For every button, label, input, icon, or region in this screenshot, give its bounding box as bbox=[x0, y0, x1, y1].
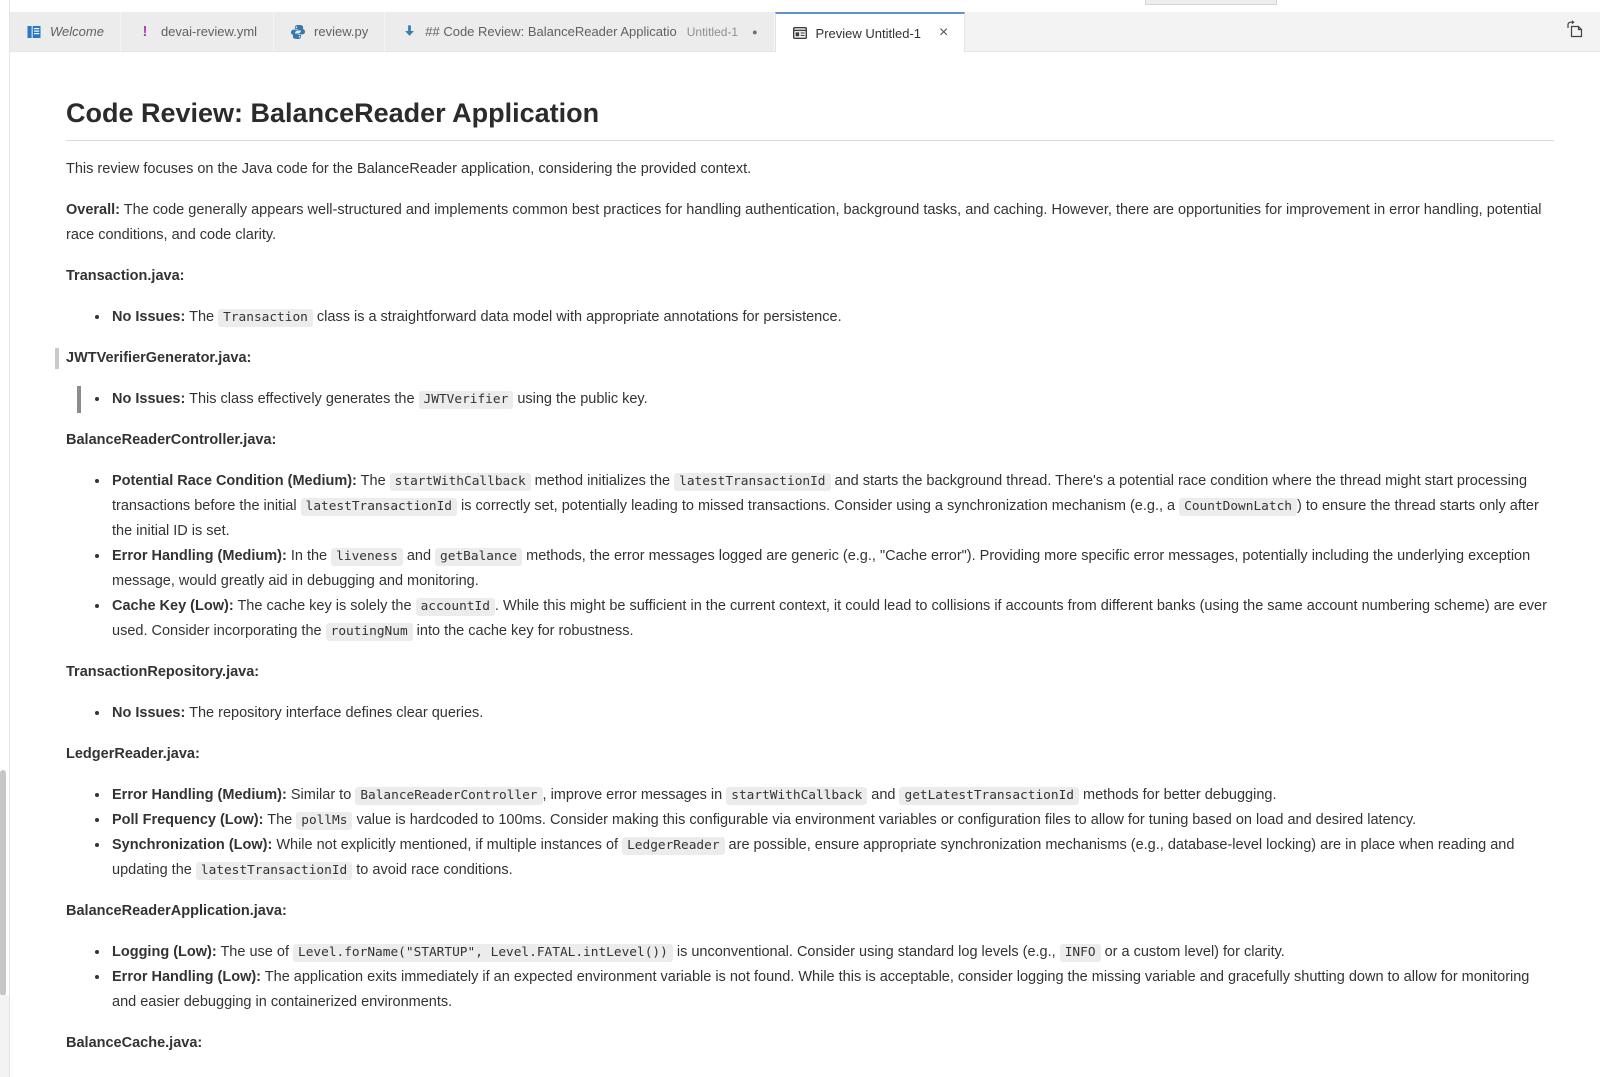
markdown-icon bbox=[401, 24, 417, 40]
close-icon[interactable]: × bbox=[939, 24, 949, 41]
tab-description: Untitled-1 bbox=[686, 24, 739, 39]
adjacent-editor-edge bbox=[0, 0, 10, 1077]
issue-label: Cache Key (Low): bbox=[112, 598, 234, 614]
tab-label: review.py bbox=[314, 24, 369, 39]
intro-text: This review focuses on the Java code for the BalanceReader application, considering the provided context. bbox=[66, 161, 752, 177]
section-heading: TransactionRepository.java: bbox=[66, 664, 260, 680]
section-heading: BalanceCache.java: bbox=[66, 1035, 203, 1051]
inline-code: getBalance bbox=[435, 548, 522, 566]
inline-code: latestTransactionId bbox=[301, 498, 457, 516]
tab-bar bbox=[10, 12, 1600, 52]
issue-label: No Issues: bbox=[112, 391, 186, 407]
page-title: Code Review: BalanceReader Application bbox=[66, 96, 1554, 141]
tab-code-review-balancereader-applicatio[interactable] bbox=[385, 12, 774, 51]
issue-text: . While this might be sufficient in the current context, it could lead to collisions if accounts from different banks (using the same account numbering scheme) are ever used. Consider incorporating the bbox=[112, 598, 1547, 639]
inline-code: Transaction bbox=[218, 309, 313, 327]
issue-text: into the cache key for robustness. bbox=[412, 623, 634, 639]
issue-item bbox=[110, 701, 1554, 726]
inline-code: Level.forName("STARTUP", Level.FATAL.intLevel()) bbox=[293, 944, 673, 962]
issue-item bbox=[110, 783, 1554, 808]
editor-group bbox=[10, 0, 1600, 1077]
scrollbar-thumb[interactable] bbox=[0, 770, 6, 996]
quick-input-remnant bbox=[1145, 0, 1277, 5]
issue-list bbox=[66, 701, 1554, 726]
issue-text: The bbox=[356, 473, 390, 489]
issue-item bbox=[110, 544, 1554, 594]
issue-text: The cache key is solely the bbox=[233, 598, 416, 614]
issue-text: and starts the background thread. There's a potential race condition where the thread might start processing transactions before the initial bbox=[112, 473, 1528, 514]
inline-code: startWithCallback bbox=[726, 787, 867, 805]
issue-text: While not explicitly mentioned, if multiple instances of bbox=[272, 837, 623, 853]
issue-item bbox=[110, 940, 1554, 965]
yaml-icon: ! bbox=[142, 22, 148, 40]
inline-code: JWTVerifier bbox=[419, 391, 514, 409]
issue-text: is unconventional. Consider using standard log levels (e.g., bbox=[672, 944, 1060, 960]
tab-devai-review-yml[interactable] bbox=[121, 12, 274, 51]
inline-code: INFO bbox=[1060, 944, 1101, 962]
tab-review-py[interactable] bbox=[274, 12, 385, 51]
issue-text: to avoid race conditions. bbox=[352, 862, 513, 878]
inline-code: startWithCallback bbox=[390, 473, 531, 491]
tab-label: Welcome bbox=[50, 24, 104, 39]
tab-label: Preview Untitled-1 bbox=[815, 25, 922, 41]
issue-label: Potential Race Condition (Medium): bbox=[112, 473, 357, 489]
inline-code: getLatestTransactionId bbox=[899, 787, 1079, 805]
issue-label: No Issues: bbox=[112, 309, 186, 325]
split-editor-button[interactable] bbox=[1564, 22, 1584, 42]
inline-code: routingNum bbox=[326, 623, 413, 641]
section-heading: JWTVerifierGenerator.java: bbox=[66, 346, 1554, 371]
issue-text: is correctly set, potentially leading to missed transactions. Consider using a synchronization mechanism (e.g., a bbox=[457, 498, 1180, 514]
intro-paragraph bbox=[66, 157, 1554, 182]
overall-label: Overall: bbox=[66, 202, 120, 218]
issue-label: Poll Frequency (Low): bbox=[112, 812, 264, 828]
issue-label: Error Handling (Medium): bbox=[112, 787, 287, 803]
section-heading: BalanceReaderController.java: bbox=[66, 432, 277, 448]
issue-item bbox=[110, 808, 1554, 833]
book-icon bbox=[26, 24, 42, 40]
issue-text: class is a straightforward data model with appropriate annotations for persistence. bbox=[312, 309, 842, 325]
issue-text: Similar to bbox=[286, 787, 356, 803]
issue-label: No Issues: bbox=[112, 705, 186, 721]
issue-item bbox=[110, 469, 1554, 544]
inline-code: CountDownLatch bbox=[1179, 498, 1297, 516]
tab-label: devai-review.yml bbox=[160, 24, 258, 39]
issue-item bbox=[110, 833, 1554, 883]
preview-icon bbox=[792, 25, 808, 41]
issue-list bbox=[66, 387, 1554, 412]
issue-text: , improve error messages in bbox=[542, 787, 727, 803]
issue-text: methods, the error messages logged are generic (e.g., "Cache error"). Providing more specific error messages, potentially including the underlying exception message, would greatly aid in debugging and monitoring. bbox=[112, 548, 1531, 589]
review-sections bbox=[66, 264, 1554, 1056]
issue-text: value is hardcoded to 100ms. Consider making this configurable via environment variables or configuration files to allow for tuning based on load and desired latency. bbox=[352, 812, 1417, 828]
inline-code: BalanceReaderController bbox=[355, 787, 542, 805]
issue-item bbox=[110, 387, 1554, 412]
split-editor-icon bbox=[1565, 20, 1584, 44]
python-icon bbox=[290, 24, 306, 40]
unsaved-dot-icon[interactable]: ● bbox=[752, 26, 758, 37]
overall-paragraph bbox=[66, 198, 1554, 248]
tabbar-top-strip bbox=[10, 0, 1600, 12]
issue-text: The bbox=[185, 309, 219, 325]
issue-text: The application exits immediately if an expected environment variable is not found. While this is acceptable, consider logging the missing variable and gracefully shutting down to allow for monitoring and easier debugging in containerized environments. bbox=[112, 969, 1530, 1010]
issue-text: methods for better debugging. bbox=[1078, 787, 1277, 803]
inline-code: liveness bbox=[331, 548, 403, 566]
issue-list bbox=[66, 469, 1554, 644]
issue-list bbox=[66, 940, 1554, 1015]
adjacent-editor-footer bbox=[0, 995, 9, 1077]
issue-text: ) to ensure the thread starts only after the initial ID is set. bbox=[112, 498, 1539, 539]
inline-code: pollMs bbox=[296, 812, 352, 830]
issue-text: or a custom level) for clarity. bbox=[1100, 944, 1285, 960]
section-heading: LedgerReader.java: bbox=[66, 746, 200, 762]
issue-text: and bbox=[402, 548, 436, 564]
tab-preview-untitled-1[interactable] bbox=[775, 12, 966, 52]
issue-text: are possible, ensure appropriate synchronization mechanisms (e.g., database-level locking) are in place when reading and updating the bbox=[112, 837, 1515, 878]
inline-code: latestTransactionId bbox=[196, 862, 352, 880]
overall-text: The code generally appears well-structured and implements common best practices for handling authentication, background tasks, and caching. However, there are opportunities for improvement in error handling, potential race conditions, and code clarity. bbox=[66, 202, 1542, 243]
issue-item bbox=[110, 305, 1554, 330]
issue-text: This class effectively generates the bbox=[185, 391, 419, 407]
issue-text: and bbox=[867, 787, 900, 803]
inline-code: LedgerReader bbox=[622, 837, 724, 855]
issue-label: Error Handling (Medium): bbox=[112, 548, 287, 564]
issue-text: The repository interface defines clear queries. bbox=[185, 705, 484, 721]
tab-label: ## Code Review: BalanceReader Applicatio bbox=[425, 24, 677, 39]
inline-code: accountId bbox=[416, 598, 495, 616]
issue-item bbox=[110, 594, 1554, 644]
issue-list bbox=[66, 783, 1554, 883]
issue-label: Logging (Low): bbox=[112, 944, 217, 960]
inline-code: latestTransactionId bbox=[674, 473, 830, 491]
issue-text: The use of bbox=[216, 944, 293, 960]
issue-text: In the bbox=[286, 548, 332, 564]
markdown-preview-pane bbox=[10, 52, 1600, 1077]
issue-text: The bbox=[263, 812, 297, 828]
issue-label: Error Handling (Low): bbox=[112, 969, 262, 985]
issue-item bbox=[110, 965, 1554, 1015]
issue-label: Synchronization (Low): bbox=[112, 837, 273, 853]
issue-list bbox=[66, 305, 1554, 330]
issue-text: using the public key. bbox=[513, 391, 648, 407]
tab-welcome[interactable] bbox=[10, 12, 121, 51]
section-heading: Transaction.java: bbox=[66, 268, 185, 284]
section-heading: BalanceReaderApplication.java: bbox=[66, 903, 287, 919]
issue-text: method initializes the bbox=[530, 473, 675, 489]
